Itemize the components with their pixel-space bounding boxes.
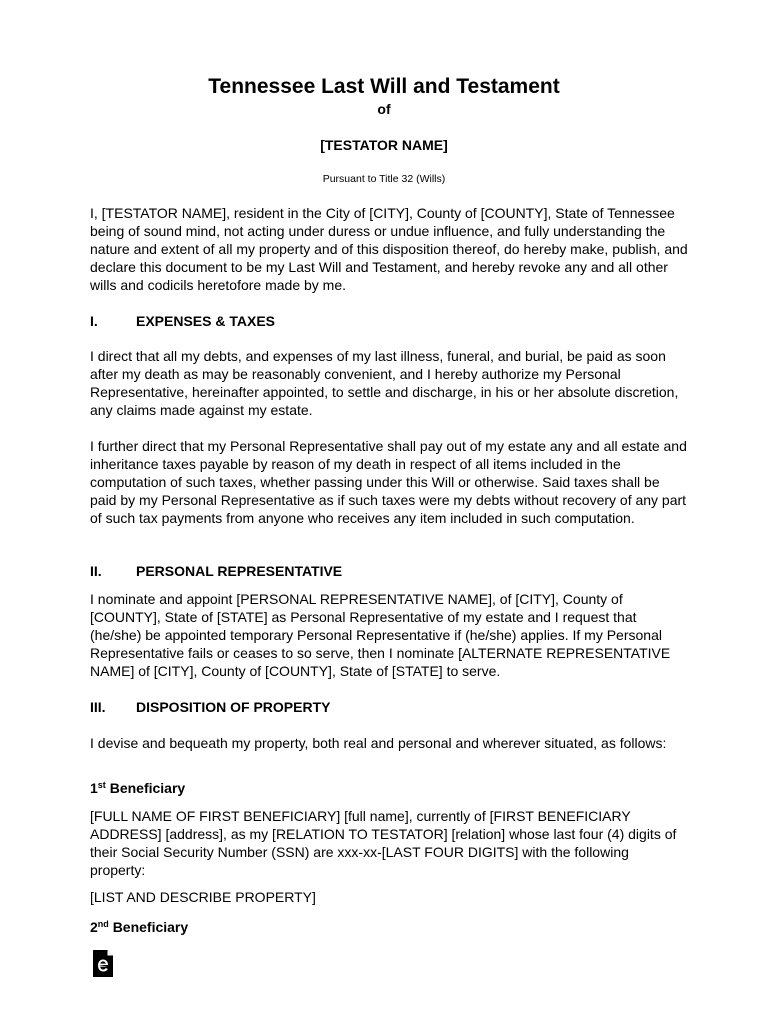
ordinal-suffix: nd — [97, 919, 109, 929]
eforms-document-icon — [92, 950, 114, 978]
document-title: Tennessee Last Will and Testament — [208, 75, 560, 98]
ordinal-number: 2 — [90, 919, 98, 935]
section-heading-disposition — [90, 698, 688, 716]
title-of: of — [377, 101, 391, 117]
expenses-paragraph-2: I further direct that my Personal Representative shall pay out of my estate any and all estate and inheritance taxes payable by reason of my death in respect of all items included in the computation of such taxes, whether passing under this Will or otherwise. Said taxes shall be paid by my Personal Representative as if such taxes were my debts without recovery of any part of such tax payments from anyone who receives any item included in such computation. — [90, 438, 687, 526]
section-heading-representative — [90, 562, 688, 580]
pursuant-note: Pursuant to Title 32 (Wills) — [322, 173, 446, 185]
testator-name: [TESTATOR NAME] — [320, 137, 448, 153]
disposition-paragraph: I devise and bequeath my property, both real and personal and wherever situated, as follows: — [90, 735, 667, 751]
beneficiary-heading-2 — [90, 918, 188, 936]
section-heading-expenses — [90, 312, 688, 330]
beneficiary-1-property: [LIST AND DESCRIBE PROPERTY] — [90, 889, 316, 905]
section-number: II. — [90, 563, 102, 579]
intro-paragraph: I, [TESTATOR NAME], resident in the City of [CITY], County of [COUNTY], State of Tennessee being of sound mind, not acting under duress or undue influence, and fully understanding the nature and extent of all my property and of this disposition thereof, do hereby make, publish, and declare this document to be my Last Will and Testament, and hereby revoke any and all other wills and codicils heretofore made by me. — [90, 205, 688, 293]
section-title: PERSONAL REPRESENTATIVE — [136, 563, 343, 579]
ordinal-number: 1 — [90, 780, 98, 796]
section-title: DISPOSITION OF PROPERTY — [136, 699, 331, 715]
beneficiary-heading-1 — [90, 779, 185, 797]
beneficiary-1-details: [FULL NAME OF FIRST BENEFICIARY] [full name], currently of [FIRST BENEFICIARY ADDRESS] [address], as my [RELATION TO TESTATOR] [relation] whose last four (4) digits of their Social Security Number (SSN) are xxx-xx-[LAST FOUR DIGITS] with the following property: — [90, 808, 677, 878]
ordinal-suffix: st — [97, 780, 106, 790]
beneficiary-label: Beneficiary — [109, 780, 186, 796]
beneficiary-label: Beneficiary — [112, 919, 189, 935]
section-number: III. — [90, 699, 106, 715]
expenses-paragraph-1: I direct that all my debts, and expenses of my last illness, funeral, and burial, be paid as soon after my death as may be reasonably convenient, and I hereby authorize my Personal Representative, hereinafter appointed, to settle and discharge, in his or her absolute discretion, any claims made against my estate. — [90, 348, 679, 418]
representative-paragraph: I nominate and appoint [PERSONAL REPRESENTATIVE NAME], of [CITY], County of [COUNTY], State of [STATE] as Personal Representative of my estate and I request that (he/she) be appointed temporary Personal Representative if (he/she) applies. If my Personal Representative fails or ceases to so serve, then I nominate [ALTERNATE REPRESENTATIVE NAME] of [CITY], County of [COUNTY], State of [STATE] to serve. — [90, 591, 671, 679]
section-title: EXPENSES & TAXES — [136, 313, 276, 329]
section-number: I. — [90, 313, 98, 329]
